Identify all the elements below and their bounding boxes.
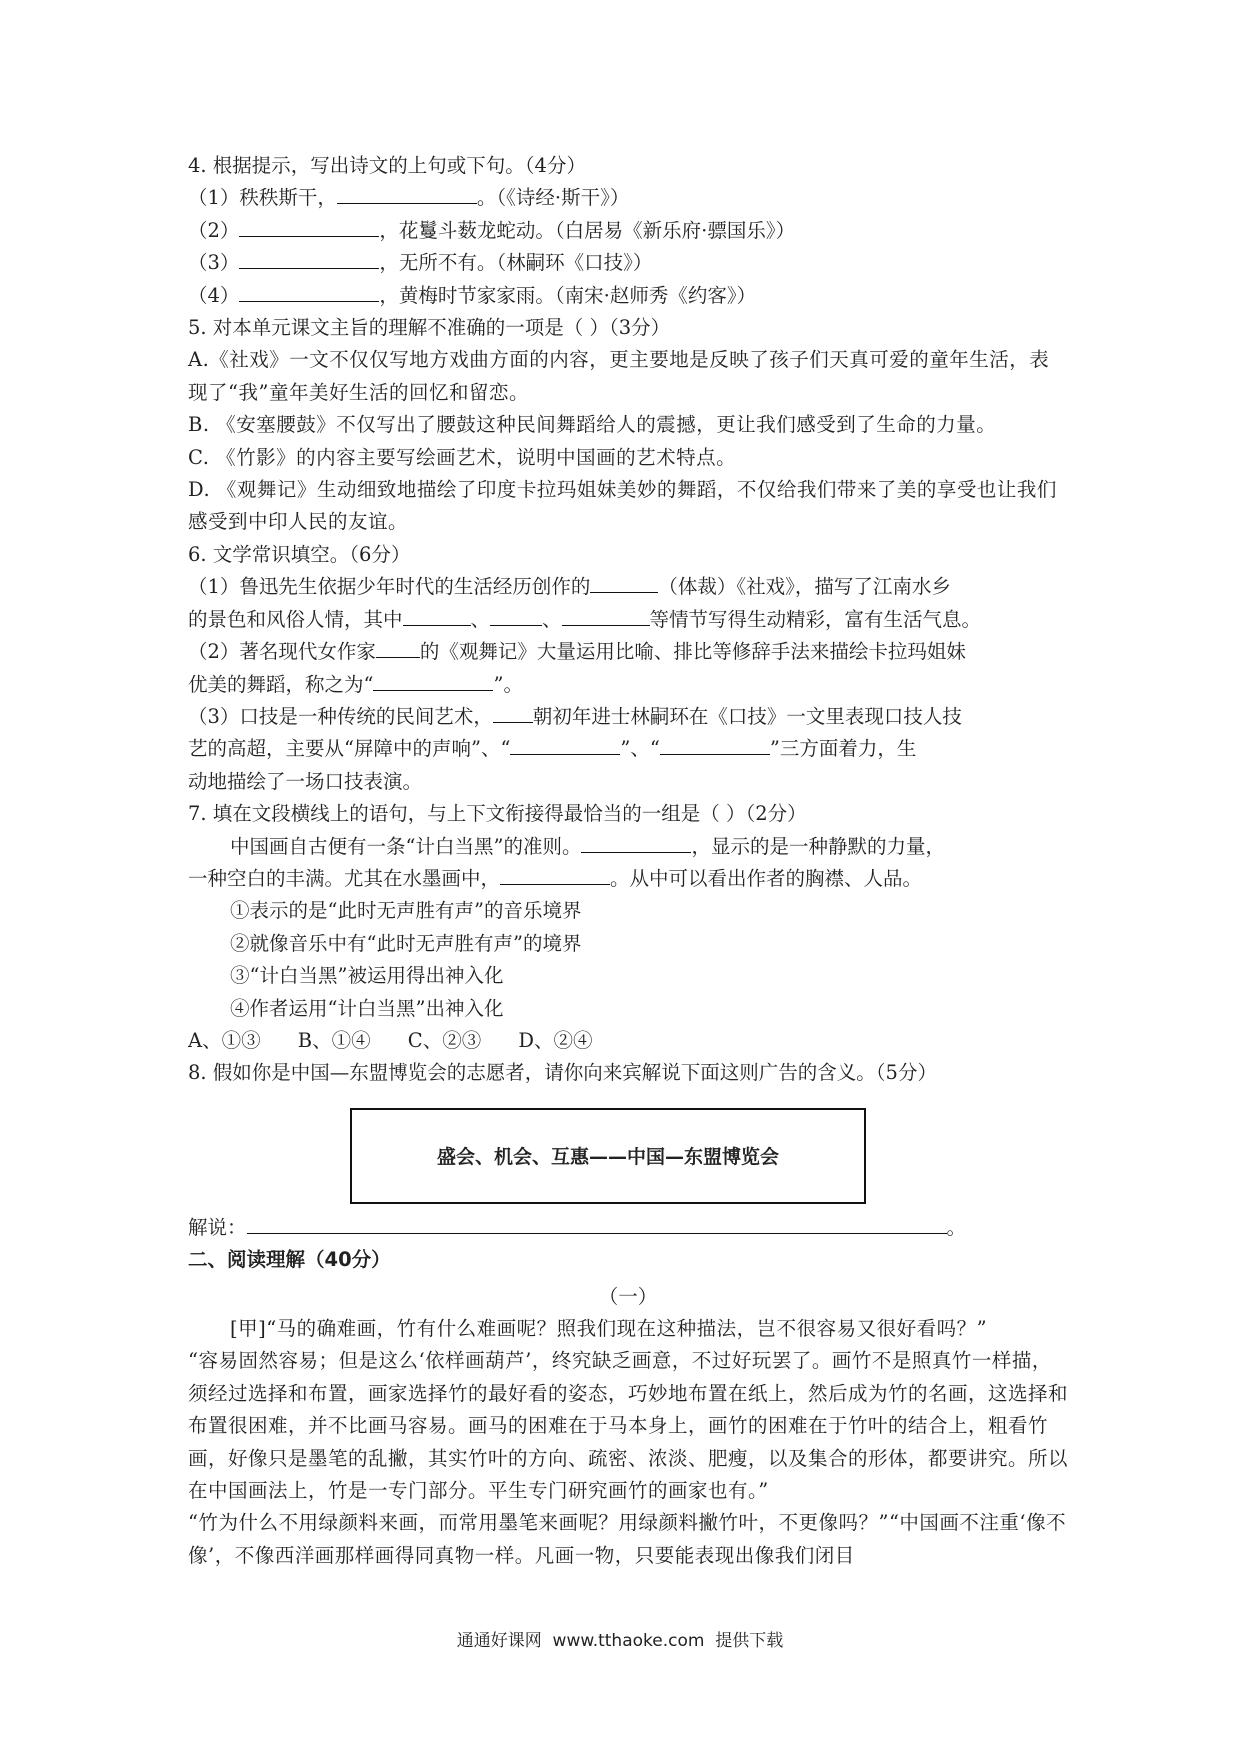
section-2-title: 二、阅读理解（40分） — [188, 1248, 391, 1272]
q5-option-a: A.《社戏》一文不仅仅写地方戏曲方面的内容，更主要地是反映了孩子们天真可爱的童年生活，表现了“我”童年美好生活的回忆和留恋。 — [188, 348, 1050, 404]
q4-item-4: （4） ，黄梅时节家家雨。（南宋·赵师秀《约客》） — [188, 280, 1068, 312]
answer-blank[interactable] — [590, 572, 658, 593]
q7-sentence-1: ①表示的是“此时无声胜有声”的音乐境界 — [230, 899, 582, 923]
answer-blank[interactable] — [660, 734, 770, 755]
q6-part-3-line-3: 动地描绘了一场口技表演。 — [188, 769, 423, 793]
q7-text-line-1: 中国画自古便有一条“计白当黑”的准则。 ，显示的是一种静默的力量， — [188, 831, 1068, 863]
passage-paragraph-3: “竹为什么不用绿颜料来画，而常用墨笔来画呢？用绿颜料撇竹叶，不更像吗？”“中国画不注重‘像不像’，不像西洋画那样画得同真物一样。凡画一物，只要能表现出像我们闭目 — [188, 1511, 1067, 1567]
q6-part-3-line-2: 艺的高超，主要从“屏障中的声响”、“ ”、“ ”三方面着力，生 — [188, 733, 1068, 765]
answer-blank[interactable] — [403, 605, 471, 626]
q7-sentence-4: ④作者运用“计白当黑”出神入化 — [230, 996, 504, 1020]
answer-blank[interactable] — [239, 281, 379, 302]
q8-answer-line: 解说： 。 — [188, 1212, 1068, 1244]
answer-blank[interactable] — [493, 702, 533, 723]
exam-page — [188, 150, 1068, 1572]
page-footer: 通通好课网 www.tthaoke.com 提供下载 — [456, 1631, 784, 1651]
q8-title: 8. 假如你是中国—东盟博览会的志愿者，请你向来宾解说下面这则广告的含义。（5分） — [188, 1061, 937, 1085]
answer-blank[interactable] — [581, 832, 691, 853]
q7-title: 7. 填在文段横线上的语句，与上下文衔接得最恰当的一组是（ ）（2分） — [188, 802, 807, 826]
answer-blank[interactable] — [239, 216, 379, 237]
q7-choices: A、①③ B、①④ C、②③ D、②④ — [188, 1028, 593, 1052]
answer-blank[interactable] — [373, 670, 493, 691]
q5-option-b: B. 《安塞腰鼓》不仅写出了腰鼓这种民间舞蹈给人的震撼，更让我们感受到了生命的力量。 — [188, 413, 997, 437]
answer-blank[interactable] — [337, 183, 477, 204]
answer-blank[interactable] — [490, 605, 542, 626]
answer-blank[interactable] — [247, 1213, 947, 1234]
answer-blank[interactable] — [562, 605, 650, 626]
q5-title: 5. 对本单元课文主旨的理解不准确的一项是（ ）（3分） — [188, 316, 671, 340]
q7-text-line-2: 一种空白的丰满。尤其在水墨画中， 。从中可以看出作者的胸襟、人品。 — [188, 863, 1068, 895]
q7-sentence-2: ②就像音乐中有“此时无声胜有声”的境界 — [230, 931, 582, 955]
answer-blank[interactable] — [376, 637, 420, 658]
q4-title: 4. 根据提示，写出诗文的上句或下句。（4分） — [188, 154, 586, 177]
q4-item-3: （3） ，无所不有。（林嗣环《口技》） — [188, 247, 1068, 279]
q7-sentence-3: ③“计白当黑”被运用得出神入化 — [230, 964, 504, 988]
passage-paragraph-2: “容易固然容易；但是这么‘依样画葫芦’，终究缺乏画意，不过好玩罢了。画竹不是照真竹一样描，须经过选择和布置，画家选择竹的最好看的姿态，巧妙地布置在纸上，然后成为竹的名画，这选择和布置很困难，并不比画马容易。画马的困难在于马本身上，画竹的困难在于竹叶的结合上，粗看竹画，好像只是墨笔的乱撇，其实竹叶的方向、疏密、浓淡、肥瘦，以及集合的形体，都要讲究。所以在中国画法上，竹是一专门部分。平生专门研究画竹的画家也有。” — [188, 1349, 1069, 1503]
q6-part-2-line-2: 优美的舞蹈，称之为“ ”。 — [188, 669, 1068, 701]
q6-part-1-line-1: （1）鲁迅先生依据少年时代的生活经历创作的 （体裁）《社戏》，描写了江南水乡 — [188, 571, 1068, 603]
passage-paragraph-1: [甲]“马的确难画，竹有什么难画呢？照我们现在这种描法，岂不很容易又很好看吗？” — [230, 1317, 988, 1340]
answer-blank[interactable] — [239, 248, 379, 269]
q4-item-2: （2） ，花鬘斗薮龙蛇动。（白居易《新乐府·骠国乐》） — [188, 215, 1068, 247]
section-2-subtitle: （一） — [598, 1284, 658, 1308]
q6-part-2-line-1: （2）著名现代女作家 的《观舞记》大量运用比喻、排比等修辞手法来描绘卡拉玛姐妹 — [188, 636, 1068, 668]
q6-part-3-line-1: （3）口技是一种传统的民间艺术， 朝初年进士林嗣环在《口技》一文里表现口技人技 — [188, 701, 1068, 733]
q5-option-c: C. 《竹影》的内容主要写绘画艺术，说明中国画的艺术特点。 — [188, 445, 737, 469]
advertisement-box — [350, 1108, 866, 1204]
advertisement-text: 盛会、机会、互惠——中国—东盟博览会 — [436, 1146, 779, 1169]
answer-blank[interactable] — [510, 734, 620, 755]
q6-title: 6. 文学常识填空。（6分） — [188, 542, 411, 566]
q4-item-1: （1）秩秩斯干， 。（《诗经·斯干》） — [188, 182, 1068, 214]
answer-blank[interactable] — [500, 864, 610, 885]
q6-part-1-line-2: 的景色和风俗人情，其中 、 、 等情节写得生动精彩，富有生活气息。 — [188, 604, 1068, 636]
q5-option-d: D. 《观舞记》生动细致地描绘了印度卡拉玛姐妹美妙的舞蹈，不仅给我们带来了美的享受也让我们感受到中印人民的友谊。 — [188, 478, 1057, 534]
